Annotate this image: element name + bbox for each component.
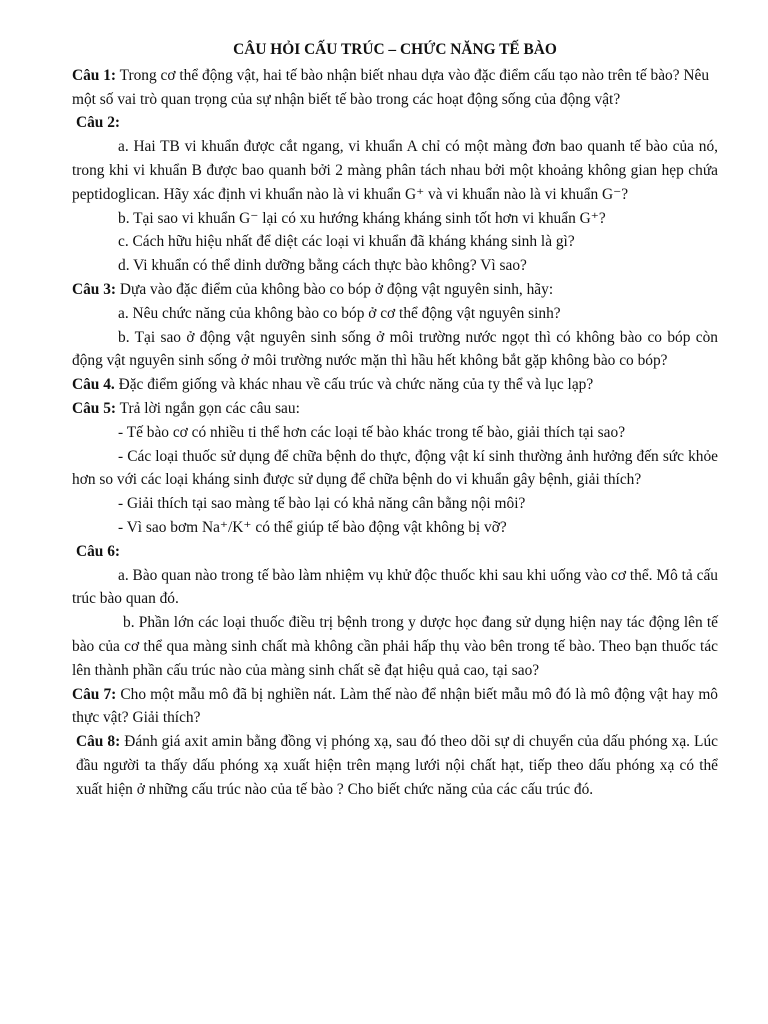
page-title: CÂU HỎI CẤU TRÚC – CHỨC NĂNG TẾ BÀO: [233, 41, 557, 58]
question-5-text: Trả lời ngắn gọn các câu sau:: [116, 399, 300, 417]
question-7: [72, 683, 718, 731]
question-3-text: Dựa vào đặc điểm của không bào co bóp ở động vật nguyên sinh, hãy:: [116, 280, 554, 298]
question-5-label: Câu 5:: [72, 399, 117, 417]
question-8-label: Câu 8:: [76, 733, 121, 751]
question-5-item: - Tế bào cơ có nhiều ti thể hơn các loại tế bào khác trong tế bào, giải thích tại sao?: [118, 423, 626, 441]
question-5-item: - Vì sao bơm Na⁺/K⁺ có thể giúp tế bào động vật không bị vỡ?: [118, 518, 507, 536]
question-3: [72, 278, 718, 302]
question-3-part-b: b. Tại sao ở động vật nguyên sinh sống ở môi trường nước ngọt thì có không bào co bóp còn động vật nguyên sinh sống ở môi trường nước mặn thì hầu hết không bắt gặp không bào co bóp?: [72, 328, 718, 370]
question-2-part-a: a. Hai TB vi khuẩn được cắt ngang, vi khuẩn A chỉ có một màng đơn bao quanh tế bào của nó, trong khi vi khuẩn B được bao quanh bởi 2 màng phân tách nhau bởi một khoảng không gian hẹp chứa peptidoglican. Hãy xác định vi khuẩn nào là vi khuẩn G⁺ và vi khuẩn nào là vi khuẩn G⁻?: [72, 138, 718, 203]
question-6-part-a: a. Bào quan nào trong tế bào làm nhiệm vụ khử độc thuốc khi sau khi uống vào cơ thể. Mô tả cấu trúc bào quan đó.: [72, 566, 718, 608]
question-1-text: Trong cơ thể động vật, hai tế bào nhận biết nhau dựa vào đặc điểm cấu tạo nào trên tế bào? Nêu một số vai trò quan trọng của sự nhận biết tế bào trong các hoạt động sống của động vật?: [72, 66, 710, 108]
question-2-part-d: d. Vi khuẩn có thể dinh dưỡng bằng cách thực bào không? Vì sao?: [118, 257, 527, 275]
question-7-text: Cho một mẫu mô đã bị nghiền nát. Làm thế nào để nhận biết mẫu mô đó là mô động vật hay mô thực vật? Giải thích?: [72, 685, 718, 727]
question-1-label: Câu 1:: [72, 66, 117, 84]
question-3-part-a: a. Nêu chức năng của không bào co bóp ở cơ thể động vật nguyên sinh?: [118, 304, 561, 322]
question-2-part-c: c. Cách hữu hiệu nhất để diệt các loại vi khuẩn đã kháng kháng sinh là gì?: [118, 233, 575, 251]
question-3-label: Câu 3:: [72, 280, 117, 298]
question-4-text: Đặc điểm giống và khác nhau về cấu trúc và chức năng của ty thể và lục lạp?: [114, 376, 594, 394]
question-2-part-b: b. Tại sao vi khuẩn G⁻ lại có xu hướng kháng kháng sinh tốt hơn vi khuẩn G⁺?: [118, 209, 606, 227]
question-7-label: Câu 7:: [72, 685, 117, 703]
question-1: [72, 64, 718, 112]
question-5-item: - Giải thích tại sao màng tế bào lại có khả năng cân bằng nội môi?: [118, 495, 526, 513]
question-8-text: Đánh giá axit amin bằng đồng vị phóng xạ, sau đó theo dõi sự di chuyển của dấu phóng xạ. Lúc đầu người ta thấy dấu phóng xạ xuất hiện trên mạng lưới nội chất hạt, tiếp theo dấu phóng xạ có thể xuất hiện ở những cấu trúc nào của tế bào ? Cho biết chức năng của các cấu trúc đó.: [76, 733, 718, 798]
question-4: [72, 373, 718, 397]
question-5-item: - Các loại thuốc sử dụng để chữa bệnh do thực, động vật kí sinh thường ảnh hưởng đến sức khỏe hơn so với các loại kháng sinh được sử dụng để chữa bệnh do vi khuẩn gây bệnh, giải thích?: [72, 447, 718, 489]
question-6-label: Câu 6:: [76, 542, 121, 560]
question-2-label: Câu 2:: [76, 114, 121, 132]
question-8: [72, 730, 718, 801]
question-4-label: Câu 4.: [72, 376, 115, 394]
question-6-part-b: b. Phần lớn các loại thuốc điều trị bệnh trong y dược học đang sử dụng hiện nay tác động lên tế bào của cơ thể qua màng sinh chất mà không cần phải hấp thụ vào bên trong tế bào. Theo bạn thuốc tác lên thành phần cấu trúc nào của màng sinh chất sẽ đạt hiệu quả cao, tại sao?: [72, 614, 718, 679]
question-5: [72, 397, 718, 421]
